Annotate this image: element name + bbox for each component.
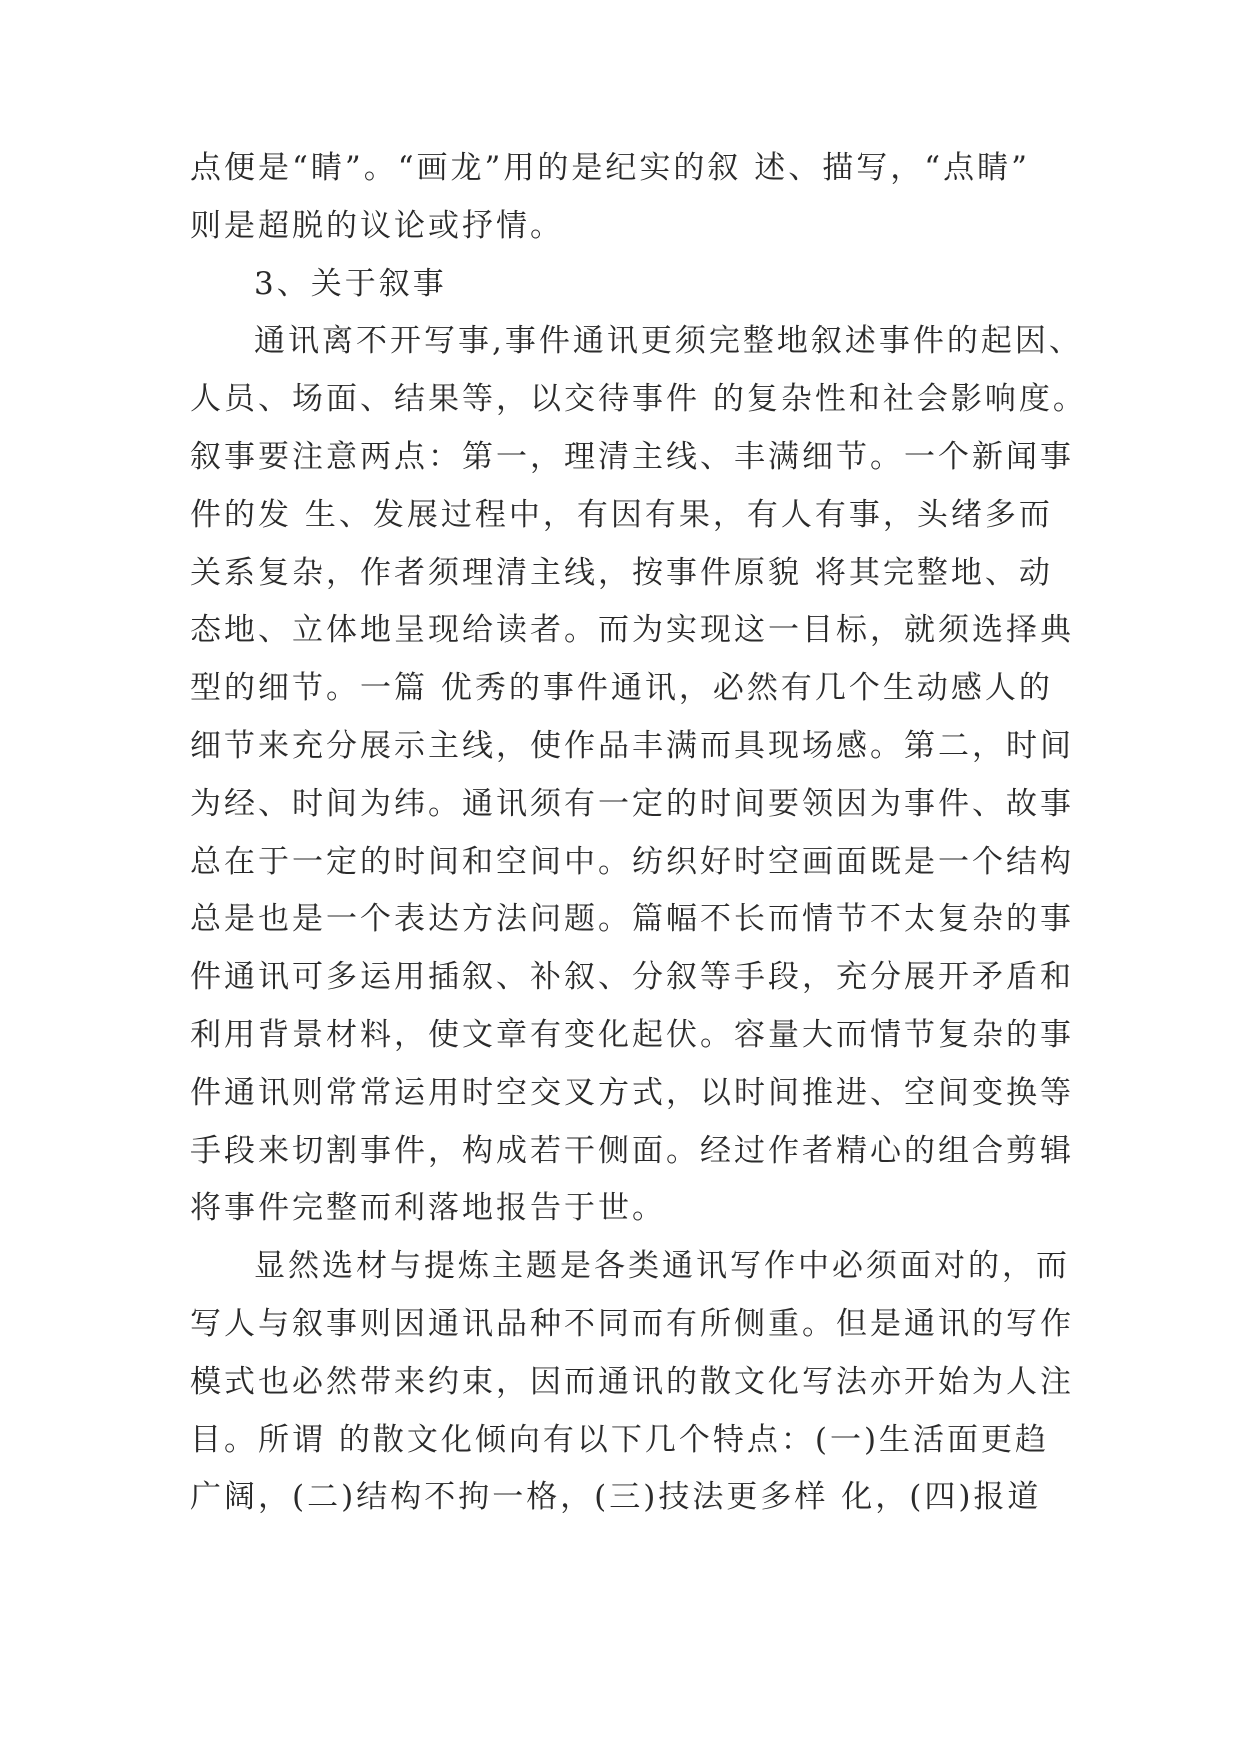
paragraph-first-line: 通讯离不开写事,事件通讯更须完整地叙述事件的起因、 — [254, 323, 1083, 360]
text-line: 则是超脱的议论或抒情。 — [190, 207, 564, 244]
text-line: 件的发 生、发展过程中，有因有果，有人有事，头绪多而 — [190, 496, 1053, 533]
text-line: 广阔，(二)结构不拘一格，(三)技法更多样 化，(四)报道 — [190, 1479, 1042, 1516]
text-line: 目。所谓 的散文化倾向有以下几个特点：(一)生活面更趋 — [190, 1421, 1050, 1458]
text-line: 件通讯则常常运用时空交叉方式，以时间推进、空间变换等 — [190, 1074, 1074, 1111]
text-line: 将事件完整而利落地报告于世。 — [190, 1190, 666, 1227]
text-line: 型的细节。一篇 优秀的事件通讯，必然有几个生动感人的 — [190, 670, 1053, 707]
section-heading: 3、关于叙事 — [254, 265, 447, 302]
text-line: 细节来充分展示主线，使作品丰满而具现场感。第二，时间 — [190, 727, 1074, 764]
text-line: 总在于一定的时间和空间中。纺织好时空画面既是一个结构 — [190, 843, 1074, 880]
text-line: 手段来切割事件，构成若干侧面。经过作者精心的组合剪辑 — [190, 1132, 1074, 1169]
text-line: 关系复杂，作者须理清主线，按事件原貌 将其完整地、动 — [190, 554, 1053, 591]
text-line: 人员、场面、结果等，以交待事件 的复杂性和社会影响度。 — [190, 381, 1087, 418]
text-line: 利用背景材料，使文章有变化起伏。容量大而情节复杂的事 — [190, 1016, 1074, 1053]
text-line: 写人与叙事则因通讯品种不同而有所侧重。但是通讯的写作 — [190, 1305, 1074, 1342]
text-line: 叙事要注意两点：第一，理清主线、丰满细节。一个新闻事 — [190, 438, 1074, 475]
text-line: 点便是“睛”。“画龙”用的是纪实的叙 述、描写，“点睛” — [190, 150, 1030, 186]
text-line: 总是也是一个表达方法问题。篇幅不长而情节不太复杂的事 — [190, 901, 1074, 938]
body-text — [190, 140, 1087, 1527]
paragraph-first-line: 显然选材与提炼主题是各类通讯写作中必须面对的，而 — [254, 1248, 1070, 1285]
text-line: 模式也必然带来约束，因而通讯的散文化写法亦开始为人注 — [190, 1363, 1074, 1400]
text-line: 态地、立体地呈现给读者。而为实现这一目标，就须选择典 — [190, 612, 1074, 649]
text-line: 件通讯可多运用插叙、补叙、分叙等手段，充分展开矛盾和 — [190, 959, 1074, 996]
text-line: 为经、时间为纬。通讯须有一定的时间要领因为事件、故事 — [190, 785, 1074, 822]
